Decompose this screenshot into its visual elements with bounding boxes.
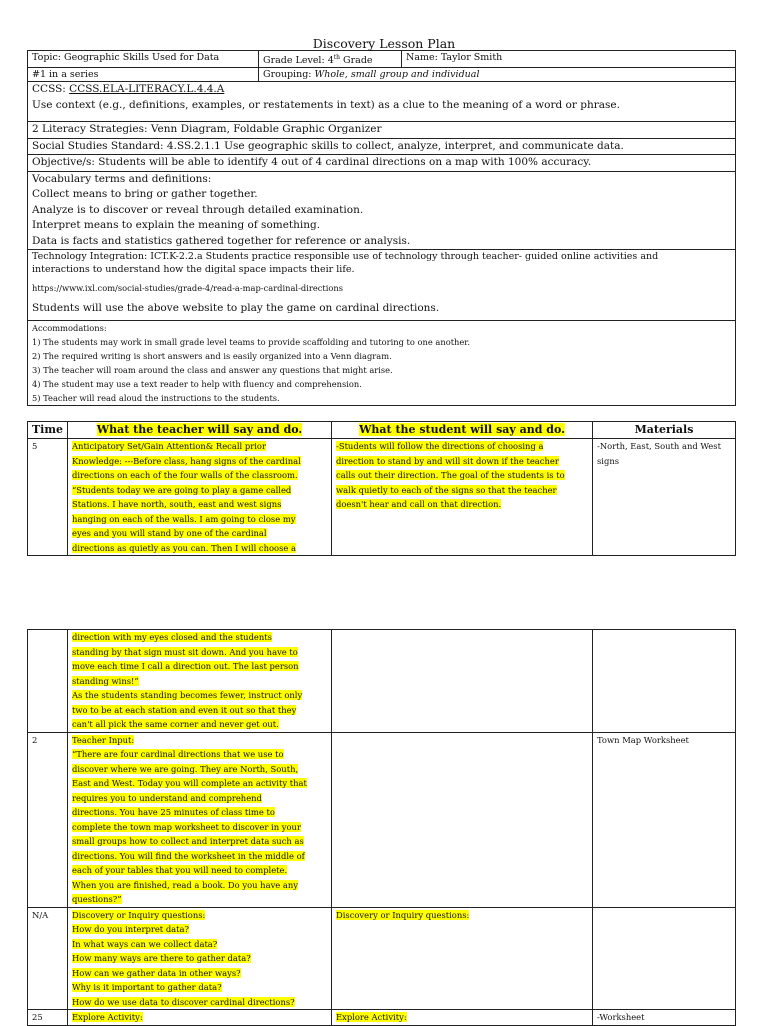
ccss-label: CCSS: — [32, 83, 70, 96]
grouping-value: Whole, small group and individual — [314, 69, 480, 81]
procedure-header-row — [28, 422, 736, 439]
teacher-line: questions?” — [72, 894, 122, 904]
teacher-line: In what ways can we collect data? — [72, 938, 218, 949]
teacher-header-text: What the teacher will say and do. — [96, 423, 303, 436]
topic-row — [28, 51, 736, 68]
materials-cell — [593, 630, 736, 733]
student-cell — [332, 630, 593, 733]
student-line: walk quietly to each of the signs so that the teacher — [336, 484, 557, 495]
tech-cell — [28, 250, 736, 321]
teacher-line: “There are four cardinal directions that we use to — [72, 749, 284, 759]
accommodations-row — [28, 321, 736, 406]
tech-note: Students will use the above website to play the game on cardinal directions. — [32, 302, 440, 315]
series-row — [28, 68, 736, 82]
teacher-cell — [68, 732, 332, 907]
objective-row — [28, 155, 736, 172]
teacher-cell — [68, 439, 332, 556]
teacher-line: directions on each of the four walls of the classroom. — [72, 470, 298, 480]
materials-cell: Town Map Worksheet — [593, 732, 736, 907]
teacher-line: East and West. Today you will complete an activity that — [72, 778, 307, 788]
teacher-line: Explore Activity: — [72, 1012, 143, 1022]
teacher-line: directions. You will find the worksheet in the middle of — [72, 850, 305, 861]
time-header: Time — [28, 422, 68, 439]
teacher-line: standing wins!” — [72, 675, 139, 686]
teacher-line: complete the town map worksheet to discover in your — [72, 821, 301, 832]
student-line: calls out their direction. The goal of the students is to — [336, 470, 565, 480]
document-title: Discovery Lesson Plan — [312, 36, 456, 51]
teacher-line: directions as quietly as you can. Then I will choose a — [72, 542, 297, 553]
teacher-line: Why is it important to gather data? — [72, 982, 222, 992]
ccss-text: Use context (e.g., definitions, examples, or restatements in text) as a clue to the meaning of a word or phrase. — [32, 98, 620, 111]
teacher-line: Knowledge: ---Before class, hang signs of the cardinal — [72, 455, 301, 466]
tech-line-1: Technology Integration: ICT.K-2.2.a Students practice responsible use of technology through teacher- guided online activities and — [32, 251, 659, 263]
student-line: direction to stand by and will sit down if the teacher — [336, 455, 559, 466]
accommodations-heading: Accommodations: — [32, 323, 107, 334]
student-line: Explore Activity: — [336, 1012, 407, 1022]
ccss-row — [28, 82, 736, 122]
student-cell — [332, 907, 593, 1010]
tech-row — [28, 250, 736, 321]
materials-cell — [593, 439, 736, 556]
grade-sup: th — [333, 54, 341, 61]
vocab-row — [28, 171, 736, 250]
grouping-label: Grouping: — [263, 69, 315, 81]
series-cell: #1 in a series — [28, 68, 259, 82]
time-cell: 25 — [28, 1010, 68, 1026]
teacher-line: Teacher Input: — [72, 734, 135, 745]
literacy-cell: 2 Literacy Strategies: Venn Diagram, Foldable Graphic Organizer — [28, 122, 736, 139]
teacher-line: When you are finished, read a book. Do you have any — [72, 879, 299, 890]
student-line: -Students will follow the directions of choosing a — [336, 441, 544, 451]
ccss-code-link[interactable]: CCSS.ELA-LITERACY.L.4.4.A — [69, 83, 225, 96]
ss-standard-row — [28, 138, 736, 155]
tech-line-2: interactions to understand how the digital space impacts their life. — [32, 264, 355, 276]
ccss-cell — [28, 82, 736, 122]
grouping-cell — [259, 68, 736, 82]
student-line: Discovery or Inquiry questions: — [336, 909, 470, 920]
teacher-line: standing by that sign must sit down. And you have to — [72, 646, 298, 657]
teacher-cell — [68, 1010, 332, 1026]
vocab-item: Interpret means to explain the meaning of something. — [32, 219, 321, 232]
accommodation-item: 2) The required writing is short answers and is easily organized into a Venn diagram. — [32, 351, 392, 362]
teacher-line: small groups how to collect and interpret data such as — [72, 836, 304, 846]
grade-label: Grade Level: 4 — [263, 55, 334, 67]
procedure-table — [27, 421, 736, 556]
teacher-line: direction with my eyes closed and the students — [72, 632, 272, 642]
vocab-item: Collect means to bring or gather together. — [32, 188, 258, 201]
teacher-line: How can we gather data in other ways? — [72, 967, 241, 978]
materials-cell: -Worksheet — [593, 1010, 736, 1026]
teacher-line: directions. You have 25 minutes of class time to — [72, 807, 275, 817]
teacher-line: can't all pick the same corner and never get out. — [72, 719, 279, 729]
time-cell: 5 — [28, 439, 68, 556]
teacher-cell — [68, 907, 332, 1010]
vocab-cell — [28, 171, 736, 250]
student-cell — [332, 439, 593, 556]
time-cell: 2 — [28, 732, 68, 907]
procedure-row-explore — [28, 1010, 736, 1026]
teacher-line: hanging on each of the walls. I am going to close my — [72, 513, 296, 524]
teacher-line: How do you interpret data? — [72, 924, 190, 934]
time-cell: N/A — [28, 907, 68, 1010]
literacy-row — [28, 122, 736, 139]
teacher-line: How many ways are there to gather data? — [72, 953, 251, 963]
accommodations-cell — [28, 321, 736, 406]
materials-cell — [593, 907, 736, 1010]
student-cell — [332, 732, 593, 907]
teacher-name-cell: Name: Taylor Smith — [402, 51, 736, 68]
teacher-line: eyes and you will stand by one of the cardinal — [72, 528, 267, 538]
teacher-line: move each time I call a direction out. The last person — [72, 661, 299, 671]
accommodation-item: 3) The teacher will roam around the class and answer any questions that might arise. — [32, 365, 393, 376]
teacher-cell — [68, 630, 332, 733]
procedure-row-teacher-input — [28, 732, 736, 907]
procedure-row-inquiry — [28, 907, 736, 1010]
lesson-info-table — [27, 50, 736, 406]
teacher-line: As the students standing becomes fewer, instruct only — [72, 690, 303, 700]
vocab-item: Analyze is to discover or reveal through detailed examination. — [32, 203, 364, 216]
materials-line: -North, East, South and West — [597, 441, 721, 451]
objective-cell: Objective/s: Students will be able to identify 4 out of 4 cardinal directions on a map with 100% accuracy. — [28, 155, 736, 172]
grade-suffix: Grade — [340, 55, 373, 67]
student-header-text: What the student will say and do. — [359, 423, 565, 436]
vocab-heading: Vocabulary terms and definitions: — [32, 172, 212, 185]
teacher-line: How do we use data to discover cardinal directions? — [72, 996, 295, 1007]
teacher-line: each of your tables that you will need to complete. — [72, 865, 288, 875]
accommodation-item: 4) The student may use a text reader to help with fluency and comprehension. — [32, 379, 362, 390]
procedure-row-anticipatory-continued — [28, 630, 736, 733]
materials-header: Materials — [593, 422, 736, 439]
student-cell — [332, 1010, 593, 1026]
teacher-line: two to be at each station and even it out so that they — [72, 704, 297, 715]
accommodation-item: 1) The students may work in small grade level teams to provide scaffolding and tutoring to one another. — [32, 337, 470, 348]
student-line: doesn't hear and call on that direction. — [336, 499, 502, 509]
teacher-line: requires you to understand and comprehend — [72, 792, 262, 803]
teacher-line: “Students today we are going to play a game called — [72, 484, 292, 495]
teacher-line: discover where we are going. They are North, South, — [72, 763, 299, 774]
teacher-line: Discovery or Inquiry questions: — [72, 909, 206, 920]
topic-cell: Topic: Geographic Skills Used for Data — [28, 51, 259, 68]
accommodation-item: 5) Teacher will read aloud the instructions to the students. — [32, 393, 280, 404]
procedure-row-anticipatory — [28, 439, 736, 556]
time-cell — [28, 630, 68, 733]
ss-standard-cell: Social Studies Standard: 4.SS.2.1.1 Use geographic skills to collect, analyze, interpret, and communicate data. — [28, 138, 736, 155]
procedure-table-continued — [27, 629, 736, 1026]
teacher-line: Stations. I have north, south, east and west signs — [72, 499, 282, 509]
teacher-header — [68, 422, 332, 439]
teacher-line: Anticipatory Set/Gain Attention& Recall prior — [72, 441, 266, 451]
vocab-item: Data is facts and statistics gathered together for reference or analysis. — [32, 234, 411, 247]
student-header — [332, 422, 593, 439]
grade-level-cell — [259, 51, 402, 68]
tech-url-link[interactable]: https://www.ixl.com/social-studies/grade-4/read-a-map-cardinal-directions — [32, 283, 343, 294]
materials-line: signs — [597, 455, 620, 466]
